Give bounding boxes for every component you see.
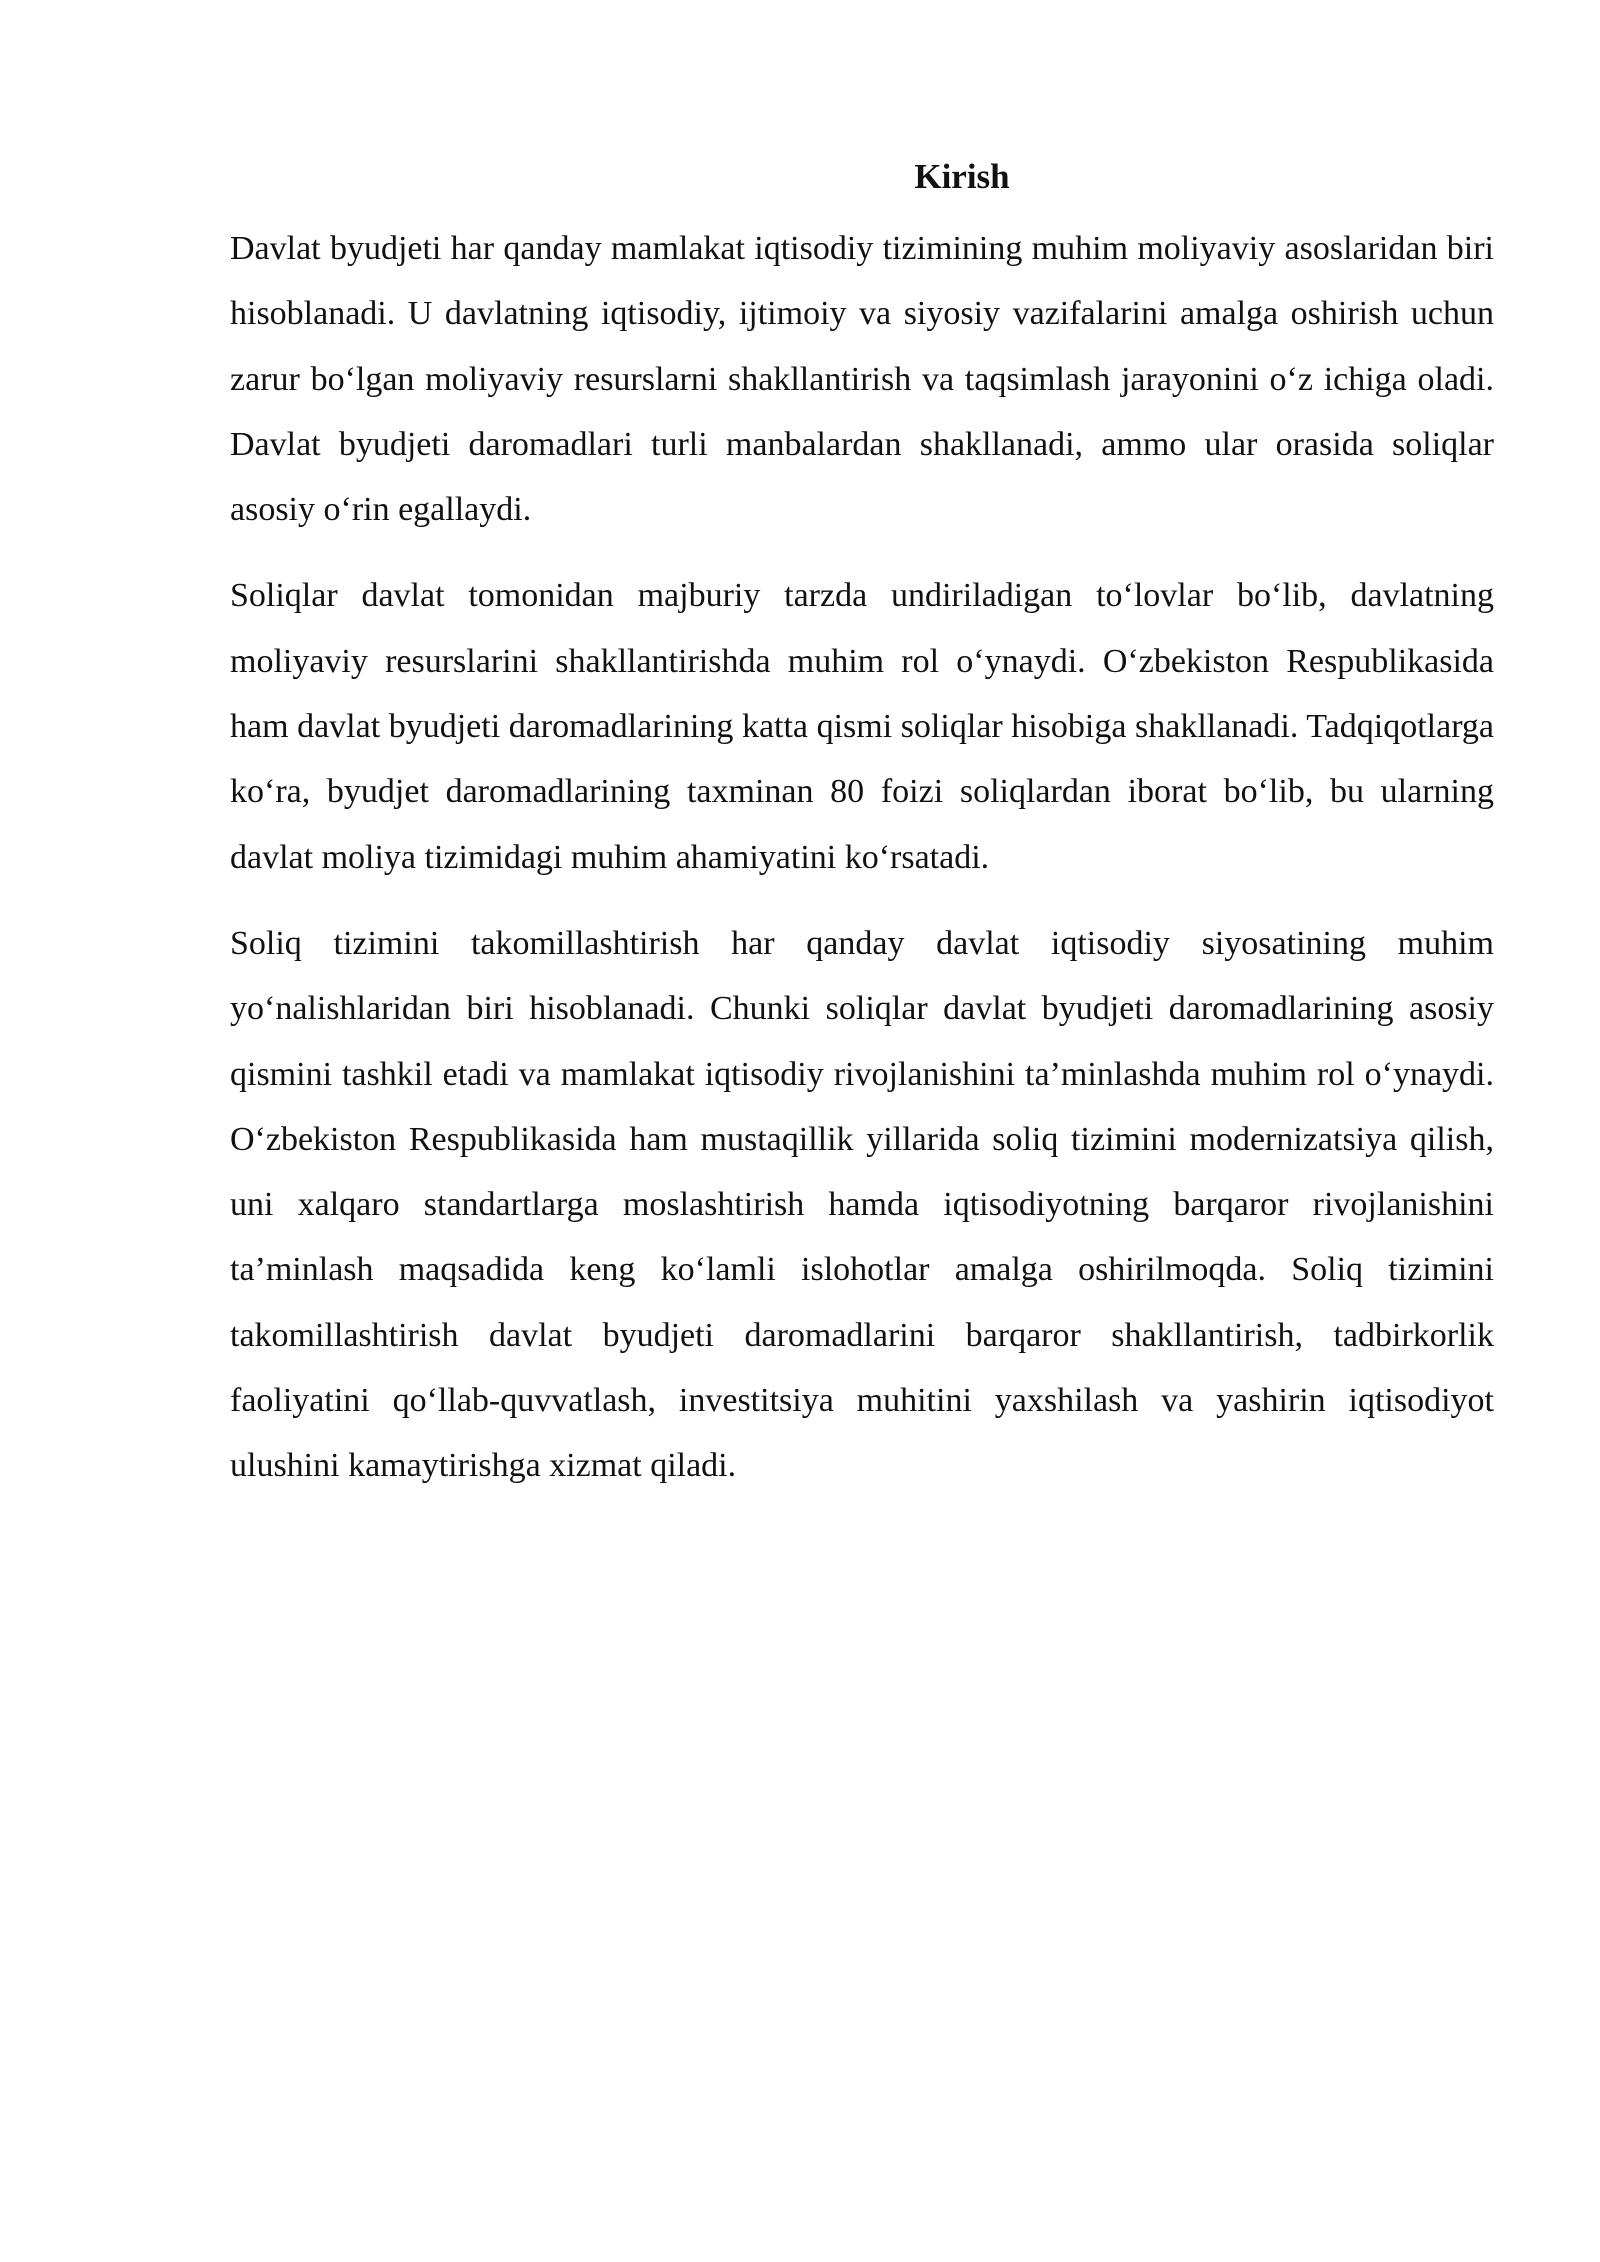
paragraph-2: Soliqlar davlat tomonidan majburiy tarzda undiriladigan to‘lovlar bo‘lib, davlatning moliyaviy resurslarini shakllantirishda muhim rol o‘ynaydi. O‘zbekiston Respublikasida ham davlat byudjeti daromadlarining katta qismi soliqlar hisobiga shakllanadi. Tadqiqotlarga ko‘ra, byudjet daromadlarining taxminan 80 foizi soliqlardan iborat bo‘lib, bu ularning davlat moliya tizimidagi muhim ahamiyatini ko‘rsatadi. bbox=[230, 577, 1494, 876]
document-body bbox=[230, 148, 1494, 1520]
page-title: Kirish bbox=[914, 157, 1010, 196]
paragraph-3: Soliq tizimini takomillashtirish har qanday davlat iqtisodiy siyosatining muhim yo‘nalishlaridan biri hisoblanadi. Chunki soliqlar davlat byudjeti daromadlarining asosiy qismini tashkil etadi va mamlakat iqtisodiy rivojlanishini ta’minlashda muhim rol o‘ynaydi. O‘zbekiston Respublikasida ham mustaqillik yillarida soliq tizimini modernizatsiya qilish, uni xalqaro standartlarga moslashtirish hamda iqtisodiyotning barqaror rivojlanishini ta’minlash maqsadida keng ko‘lamli islohotlar amalga oshirilmoqda. Soliq tizimini takomillashtirish davlat byudjeti daromadlarini barqaror shakllantirish, tadbirkorlik faoliyatini qo‘llab-quvvatlash, investitsiya muhitini yaxshilash va yashirin iqtisodiyot ulushini kamaytirishga xizmat qiladi. bbox=[230, 924, 1494, 1485]
paragraph-1: Davlat byudjeti har qanday mamlakat iqtisodiy tizimining muhim moliyaviy asoslaridan biri hisoblanadi. U davlatning iqtisodiy, ijtimoiy va siyosiy vazifalarini amalga oshirish uchun zarur bo‘lgan moliyaviy resurslarni shakllantirish va taqsimlash jarayonini o‘z ichiga oladi. Davlat byudjeti daromadlari turli manbalardan shakllanadi, ammo ular orasida soliqlar asosiy o‘rin egallaydi. bbox=[230, 230, 1494, 529]
